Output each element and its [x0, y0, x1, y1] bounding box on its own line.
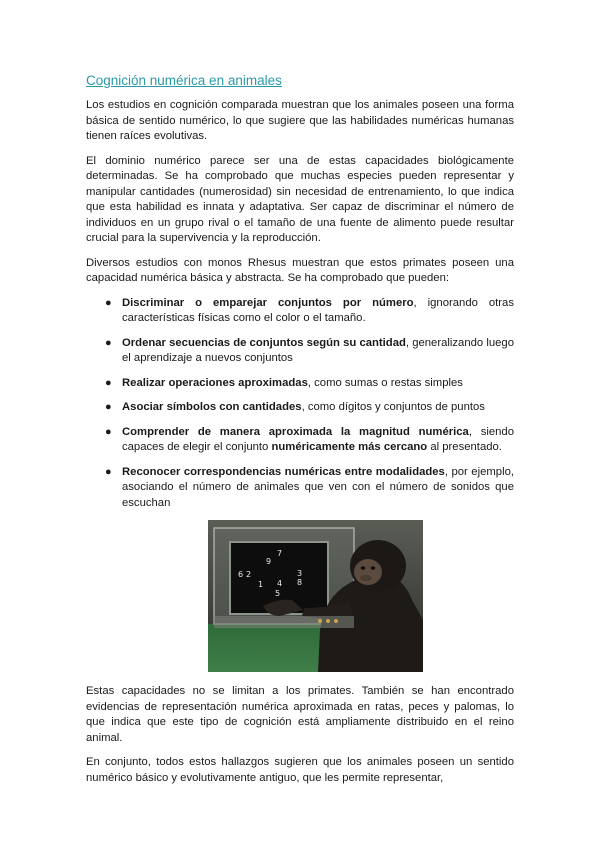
screen-digit: 2 [246, 570, 252, 579]
screen-digit: 4 [277, 579, 283, 588]
bullet-icon: ● [105, 401, 112, 413]
list-item: ● Ordenar secuencias de conjuntos según su cantidad, generalizando luego el aprendizaje a nuevos conjuntos [105, 336, 514, 364]
screen-digit: 7 [277, 549, 283, 558]
list-item: ● Asociar símbolos con cantidades, como dígitos y conjuntos de puntos [122, 400, 514, 416]
page-title: Cognición numérica en animales [86, 73, 282, 88]
list-item: ● Reconocer correspondencias numéricas entre modalidades, por ejemplo, asociando el número de animales que ven con el número de sonidos que escuchan [105, 465, 515, 509]
bullet-icon: ● [105, 336, 112, 349]
chimpanzee-photo [208, 520, 423, 672]
paragraph-intro: Los estudios en cognición comparada muestran que los animales poseen una forma básica de sentido numérico, lo que sugiere que las habilidades numéricas humanas tienen raíces evolutivas. [86, 99, 514, 142]
bullet-icon: ● [105, 465, 112, 478]
bullet-icon: ● [105, 425, 112, 438]
paragraph-rhesus: Diversos estudios con monos Rhesus muestran que estos primates poseen una capacidad numérica básica y abstracta. Se ha comprobado que pueden: [86, 256, 514, 284]
screen-digit: 6 [238, 570, 244, 579]
abilities-list [86, 296, 514, 512]
screen-digit: 1 [258, 580, 264, 589]
list-item: ● Comprender de manera aproximada la magnitud numérica, siendo capaces de elegir el conjunto numéricamente más cercano al presentado. [105, 425, 514, 453]
list-item: ● Realizar operaciones aproximadas, como sumas o restas simples [122, 376, 514, 392]
screen-digit: 5 [275, 589, 281, 598]
list-item: ● Discriminar o emparejar conjuntos por número, ignorando otras características físicas como el color o el tamaño. [105, 296, 514, 324]
paragraph-other-species: Estas capacidades no se limitan a los primates. También se han encontrado evidencias de representación numérica aproximada en ratas, peces y palomas, lo que indica que este tipo de cognición está ampliamente distribuido en el reino animal. [86, 685, 514, 744]
document-page [86, 72, 514, 795]
screen-digit: 3 [297, 569, 303, 578]
paragraph-numeric-domain: El dominio numérico parece ser una de estas capacidades biológicamente determinadas. Se ha comprobado que muchas especies pueden representar y manipular cantidades (numerosidad) sin necesidad de entrenamiento, lo que indica que esta habilidad es innata y adaptativa. Ser capaz de discriminar el número de individuos en un grupo rival o el tamaño de una fuente de alimento puede resultar crucial para la supervivencia y la reproducción. [86, 154, 514, 244]
paragraph-conclusion: En conjunto, todos estos hallazgos sugieren que los animales poseen un sentido numérico básico y evolutivamente antiguo, que les permite representar, [86, 756, 514, 784]
bullet-icon: ● [105, 376, 112, 389]
screen-digit: 9 [266, 557, 272, 566]
bullet-icon: ● [105, 296, 112, 309]
screen-digit: 8 [297, 578, 303, 587]
